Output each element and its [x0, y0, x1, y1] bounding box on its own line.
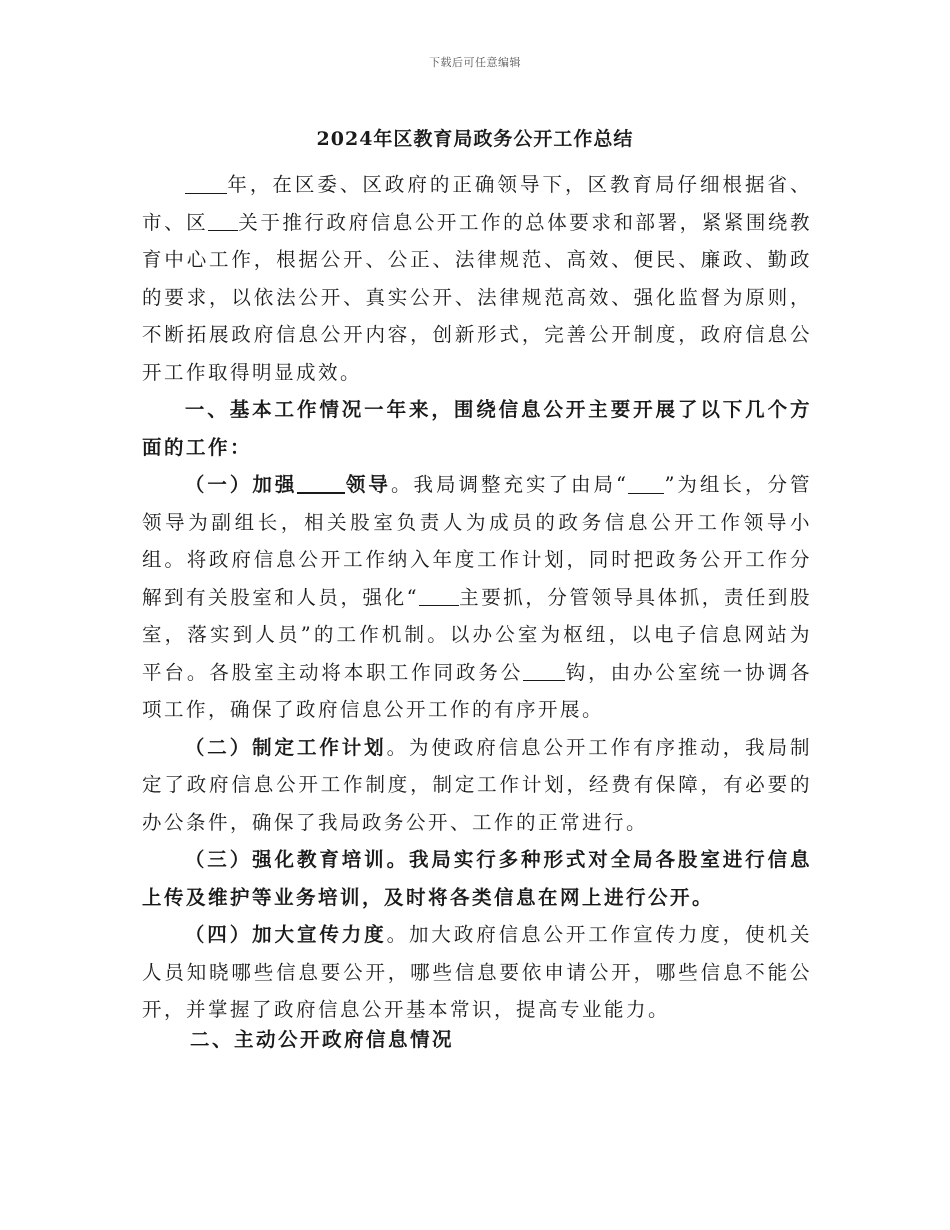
- item-3-paragraph: [142, 841, 812, 916]
- item-1-text-4: 钩，由办公室统一协调各项工作，确保了政府信息公开工作的有序开展。: [142, 660, 812, 721]
- item-1-text-2: ”为组长，分管领导为副组长，相关股室负责人为成员的政务信息公开工作领导小组。将政府信息公开工作纳入年度工作计划，同时把政务公开工作分解到有关股室和人员，强化“: [142, 473, 812, 609]
- header-note: 下载后可任意编辑: [429, 56, 521, 69]
- blank-line: [208, 210, 238, 231]
- item-1-text-3: 主要抓，分管领导具体抓，责任到股室，落实到人员”的工作机制。以办公室为枢纽，以电子信息网站为平台。各股室主动将本职工作同政务公: [142, 585, 812, 684]
- blank-line: [419, 585, 459, 606]
- item-4-title: （四）加大宣传力度: [184, 923, 387, 946]
- document-title: 2024年区教育局政务公开工作总结: [316, 128, 634, 150]
- section-2-heading: 二、主动公开政府信息情况: [190, 1028, 455, 1051]
- item-2-title: （二）制定工作计划: [184, 735, 387, 759]
- blank-line: [297, 471, 345, 493]
- document-body: [142, 166, 812, 1029]
- blank-line: [185, 172, 227, 193]
- intro-text-1: 年，在区委、区政府的正确领导下，区教育局仔细根据省、市、区: [142, 173, 812, 234]
- item-1-title-a: （一）加强: [184, 473, 298, 496]
- intro-paragraph: [142, 166, 812, 391]
- item-4-paragraph: [142, 916, 812, 1029]
- intro-text-2: 关于推行政府信息公开工作的总体要求和部署，紧紧围绕教育中心工作，根据公开、公正、法律规范、高效、便民、廉政、勤政的要求，以依法公开、真实公开、法律规范高效、强化监督为原则，不断拓展政府信息公开内容，创新形式，完善公开制度，政府信息公开工作取得明显成效。: [142, 210, 812, 384]
- item-2-paragraph: [142, 729, 812, 842]
- blank-line: [628, 472, 664, 493]
- item-3-text: 。我局实行多种形式对全局各股室进行信息上传及维护等业务培训，及时将各类信息在网上进行公开。: [142, 848, 812, 909]
- item-3-title: （三）强化教育培训: [184, 848, 387, 871]
- item-1-paragraph: [142, 466, 812, 729]
- item-1-text-1: 。我局调整充实了由局“: [390, 473, 629, 496]
- item-2-text: 。为使政府信息公开工作有序推动，我局制定了政府信息公开工作制度，制定工作计划，经费有保障，有必要的办公条件，确保了我局政务公开、工作的正常进行。: [142, 735, 812, 834]
- blank-line: [523, 660, 565, 681]
- item-4-text: 。加大政府信息公开工作宣传力度，使机关人员知晓哪些信息要公开，哪些信息要依申请公开，哪些信息不能公开，并掌握了政府信息公开基本常识，提高专业能力。: [142, 923, 812, 1021]
- section-1-heading: 一、基本工作情况一年来，围绕信息公开主要开展了以下几个方面的工作：: [142, 398, 812, 459]
- item-1-title-b: 领导: [345, 473, 391, 496]
